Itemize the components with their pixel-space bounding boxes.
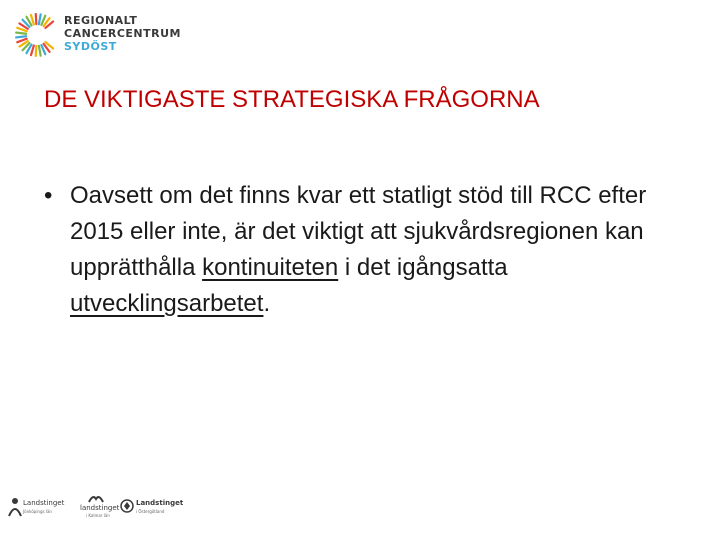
bullet-text-part-3: . (263, 290, 271, 317)
bullet-list (44, 178, 694, 322)
footer-logo-sub: Jönköpings län (23, 509, 52, 514)
bullet-text-part-1: Oavsett om det finns kvar ett statligt stöd till RCC efter 2015 eller inte, är det viktigt att sjukvårdsregionen kan upprätthålla (70, 182, 647, 281)
footer-logo-kalmar (78, 494, 118, 520)
footer-logos (8, 494, 188, 520)
underlined-word-utvecklingsarbetet: utvecklingsarbetet (70, 290, 264, 317)
footer-logo-sub: i Kalmar län (86, 513, 110, 518)
footer-logo-jonkoping (8, 494, 66, 520)
logo-text (64, 14, 181, 53)
footer-logo-name: Landstinget (136, 499, 184, 507)
crest-icon (120, 498, 134, 514)
logo-line-2: CANCERCENTRUM (64, 27, 181, 40)
underlined-word-kontinuiteten: kontinuiteten (202, 254, 339, 281)
sunburst-ray (31, 15, 34, 25)
bullet-marker: • (44, 182, 53, 209)
footer-logo-name: Landstinget (23, 499, 65, 507)
sunburst-ray (31, 46, 34, 56)
sunburst-ray (39, 46, 41, 56)
bullet-item (44, 178, 694, 322)
sunburst-ring-icon (14, 12, 60, 58)
footer-logo-ostergotland (120, 494, 182, 520)
slide-title: DE VIKTIGASTE STRATEGISKA FRÅGORNA (44, 86, 540, 113)
bird-icon (88, 494, 104, 504)
sunburst-ray (16, 36, 26, 37)
sunburst-ray (16, 33, 26, 34)
bullet-text-part-2: i det igångsatta (338, 254, 508, 281)
footer-logo-sub: i Östergötland (136, 509, 165, 514)
footer-logo-name: landstinget (80, 504, 120, 512)
sunburst-ray (39, 14, 41, 24)
person-arc-icon (8, 496, 22, 518)
sunburst-ray (36, 14, 37, 24)
sunburst-ray (36, 46, 37, 56)
logo-line-1: REGIONALT (64, 14, 138, 27)
logo-line-3: SYDÖST (64, 40, 117, 53)
rcc-logo (14, 12, 184, 60)
